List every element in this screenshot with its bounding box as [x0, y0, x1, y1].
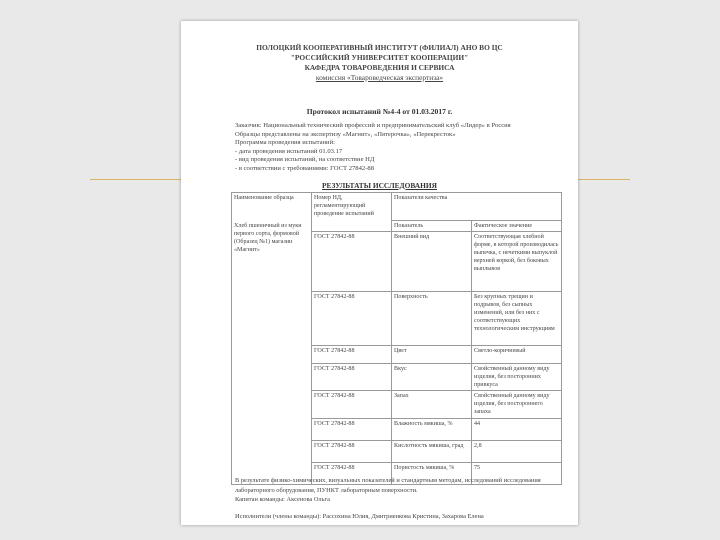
nd-cell: ГОСТ 27842-88: [312, 364, 392, 391]
meta-line: Программа проведения испытаний:: [235, 139, 335, 147]
header-cell-nd: Номер НД, регламентирующий проведение испытаний: [312, 193, 392, 232]
meta-line: - в соответствии с требованиями: ГОСТ 27842-88: [235, 164, 374, 172]
indicator-cell: Цвет: [392, 346, 472, 364]
sample-cell: [232, 193, 312, 485]
indicator-cell: Пористость мякиша, %: [392, 463, 472, 485]
nd-cell: ГОСТ 27842-88: [312, 441, 392, 463]
meta-line: - вид проведения испытаний, на соответствие НД: [235, 156, 375, 164]
document-header: [181, 43, 578, 83]
document-page: [181, 21, 578, 525]
header-cell-actual: Фактическое значение: [472, 221, 562, 232]
nd-cell: ГОСТ 27842-88: [312, 391, 392, 419]
value-cell: Соответствующая хлебной форме, в которой производилась выпечка, с нечеткими выпуклой верхней коркой, без боковых выплывов: [472, 232, 562, 292]
meta-line: - дата проведения испытаний 01.03.17: [235, 147, 343, 155]
header-cell-name: Наименование образца: [234, 195, 294, 201]
header-cell-quality: Показатели качества: [392, 193, 562, 221]
value-cell: Свойственный данному виду изделия, без постороннего запаха: [472, 391, 562, 419]
nd-cell: ГОСТ 27842-88: [312, 419, 392, 441]
header-line: "РОССИЙСКИЙ УНИВЕРСИТЕТ КООПЕРАЦИИ": [290, 53, 469, 62]
header-line: ПОЛОЦКИЙ КООПЕРАТИВНЫЙ ИНСТИТУТ (ФИЛИАЛ) АНО ВО ЦС: [256, 43, 503, 52]
protocol-title: Протокол испытаний №4-4 от 01.03.2017 г.: [306, 107, 453, 116]
indicator-cell: Кислотность мякиша, град: [392, 441, 472, 463]
indicator-cell: Влажность мякиша, %: [392, 419, 472, 441]
footer-line: лабораторного оборудования, ПУНКТ лабораторным поверхности.: [235, 486, 418, 494]
indicator-cell: Внешний вид: [392, 232, 472, 292]
value-cell: 44: [472, 419, 562, 441]
header-line: комиссия «Товароведческая экспертиза»: [315, 73, 444, 82]
document-footer: [235, 476, 560, 521]
results-table: [231, 192, 562, 485]
signature-line: Исполнители (члены команды): Рассохина Юлия, Дмитриенкова Кристина, Захарова Елена: [235, 512, 484, 520]
meta-line: Образцы представлены на экспертизу «Магнит», «Пятерочка», «Перекресток»: [235, 130, 456, 138]
value-cell: Свойственный данному виду изделия, без посторонних привкуса: [472, 364, 562, 391]
value-cell: 2,8: [472, 441, 562, 463]
indicator-cell: Поверхность: [392, 292, 472, 346]
nd-cell: ГОСТ 27842-88: [312, 232, 392, 292]
header-line: КАФЕДРА ТОВАРОВЕДЕНИЯ И СЕРВИСА: [304, 63, 455, 72]
nd-cell: ГОСТ 27842-88: [312, 346, 392, 364]
footer-line: Капитан команды: Аксенова Ольга: [235, 496, 330, 504]
indicator-cell: Вкус: [392, 364, 472, 391]
meta-line: Заказчик: Национальный технический профессий и предпринимательский клуб «Лидер» в Россия: [235, 122, 511, 129]
header-cell-indicator: Показатель: [392, 221, 472, 232]
value-cell: Без крупных трещин и подрывов, без сыпных изменений, или без них с соответствующих технологическим инструкциям: [472, 292, 562, 346]
nd-cell: ГОСТ 27842-88: [312, 292, 392, 346]
sample-name: Хлеб пшеничный из муки первого сорта, формовой (Образец №1) магазин «Магнит»: [234, 223, 302, 253]
protocol-meta: [235, 122, 565, 174]
footer-line: В результате физико-химических, визуальных показателей и стандартным методам, исследований исследования: [235, 477, 541, 484]
value-cell: 75: [472, 463, 562, 485]
nd-cell: ГОСТ 27842-88: [312, 463, 392, 485]
value-cell: Светло-коричневый: [472, 346, 562, 364]
indicator-cell: Запах: [392, 391, 472, 419]
results-title: РЕЗУЛЬТАТЫ ИССЛЕДОВАНИЯ: [322, 181, 437, 190]
